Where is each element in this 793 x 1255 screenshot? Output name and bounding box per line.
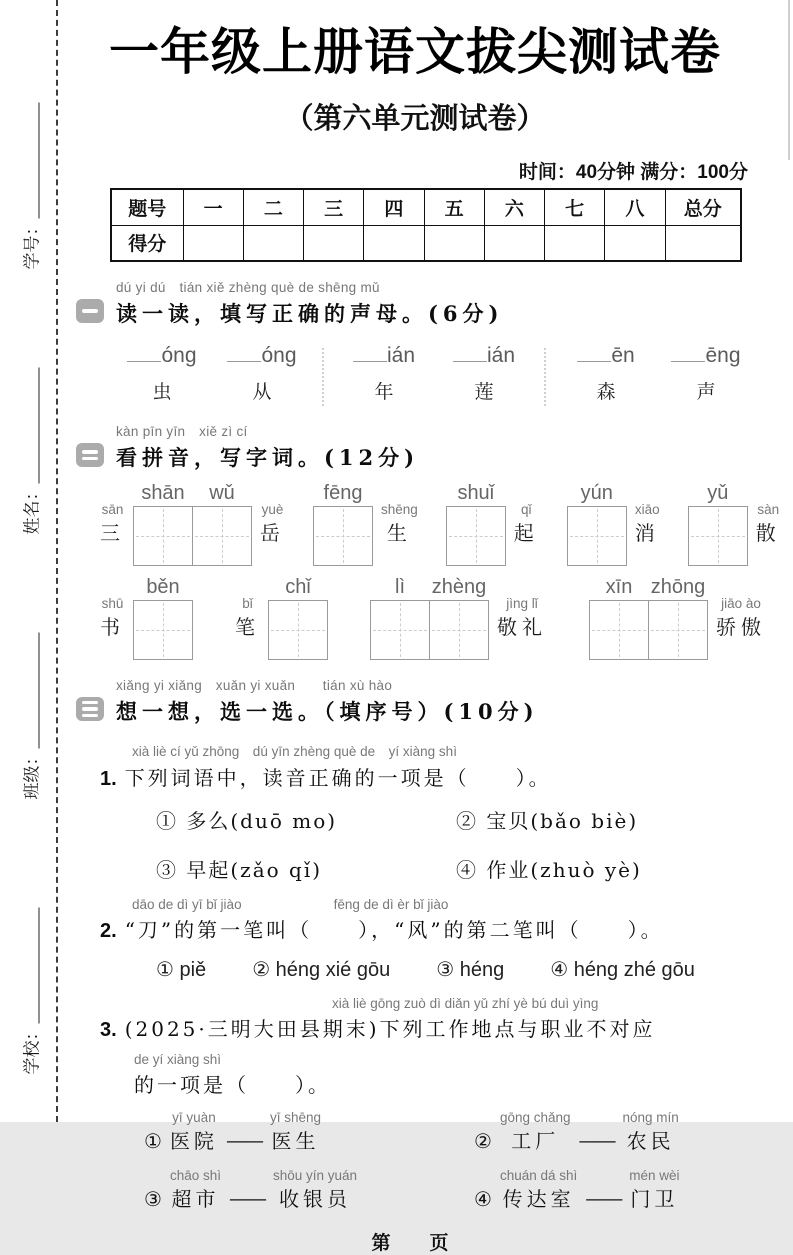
option-1: ① 多么(duō mo) — [156, 809, 338, 833]
pinyin: qǐ — [521, 502, 532, 517]
question-3-options — [144, 1110, 756, 1212]
writing-row-2 — [100, 576, 766, 660]
writing-box — [648, 600, 708, 660]
col-1: 一 — [183, 189, 243, 225]
character: 骄傲 — [716, 615, 766, 639]
writing-box — [688, 506, 748, 566]
writing-box-col — [192, 482, 252, 566]
given-char-right — [260, 502, 285, 546]
word: 超市 — [171, 1187, 220, 1211]
question-1-number: 1. — [100, 768, 117, 790]
paper-content — [74, 12, 781, 1255]
score-cell — [665, 225, 741, 261]
pinyin-part-b: fēng de dì èr bǐ jiào — [333, 897, 449, 912]
pinyin: bǐ — [242, 596, 253, 611]
pinyin-part-a: dāo de dì yī bǐ jiào — [132, 897, 242, 912]
score-cell — [424, 225, 484, 261]
character: 笔 — [235, 615, 260, 639]
col-5: 五 — [424, 189, 484, 225]
writing-box — [133, 600, 193, 660]
option-3: ③ héng — [436, 959, 505, 981]
writing-box-col — [688, 482, 748, 566]
writing-box — [567, 506, 627, 566]
score-table — [110, 188, 742, 262]
character: 岳 — [260, 521, 285, 545]
place-word — [500, 1110, 571, 1154]
option-2: ② héng xié gōu — [252, 959, 391, 981]
section-1-header — [76, 276, 756, 328]
pinyin: shōu yín yuán — [272, 1168, 358, 1183]
section-1-title: 读一读，填写正确的声母。(6分) — [116, 301, 504, 326]
writing-box — [192, 506, 252, 566]
job-word — [273, 1168, 357, 1212]
given-char-right — [497, 596, 547, 640]
writing-box — [429, 600, 489, 660]
initial-blank — [671, 346, 705, 362]
section-one-icon — [76, 299, 104, 323]
question-1-text — [100, 762, 756, 791]
seal-dashed-line — [56, 0, 58, 1122]
col-6: 六 — [484, 189, 544, 225]
score-cell — [304, 225, 364, 261]
option-3 — [144, 1168, 474, 1212]
writing-box-col — [133, 576, 193, 660]
initial-blank — [353, 346, 387, 362]
class-blank — [26, 633, 40, 749]
character: 消 — [634, 521, 660, 545]
initial-fill-item — [334, 344, 434, 404]
writing-box-col — [429, 576, 489, 660]
score-table-header-row — [111, 189, 741, 225]
match-dash: —— — [228, 1186, 265, 1210]
question-2 — [100, 897, 756, 982]
character: 起 — [513, 521, 539, 545]
box-pinyin: wǔ — [209, 482, 235, 504]
initial-fill-item — [656, 344, 756, 404]
writing-box-col — [133, 482, 193, 566]
dotted-separator — [322, 348, 324, 406]
given-character: 年 — [374, 381, 394, 403]
job-word — [623, 1110, 679, 1154]
pinyin: nóng mín — [622, 1110, 679, 1125]
word-group — [370, 576, 547, 660]
pinyin: yī shēng — [269, 1110, 321, 1125]
option-3: ③ 早起(zǎo qǐ) — [156, 858, 323, 882]
match-dash: —— — [578, 1128, 615, 1152]
character: 散 — [755, 521, 781, 545]
writing-box-col — [268, 576, 328, 660]
given-character: 声 — [696, 381, 716, 403]
dotted-separator — [544, 348, 546, 406]
box-pinyin: zhōng — [650, 576, 706, 598]
box-pinyin: lì — [395, 576, 405, 598]
question-1-options — [156, 805, 756, 883]
pinyin: jìng lǐ — [506, 596, 538, 611]
initial-blank — [227, 346, 261, 362]
sidebar-field-name — [18, 339, 43, 535]
word: 工厂 — [511, 1129, 560, 1153]
writing-row-1 — [100, 482, 781, 566]
pinyin: chāo shì — [169, 1168, 221, 1183]
school-label: 学校： — [22, 1023, 43, 1075]
box-pinyin: yǔ — [707, 482, 729, 504]
rime: ēn — [611, 344, 635, 367]
section-2-header-text — [116, 420, 419, 472]
character: 三 — [100, 521, 125, 545]
given-char-right — [514, 502, 539, 546]
word-group — [313, 482, 418, 566]
given-char-right — [716, 596, 766, 640]
option-4: ④ 作业(zhuò yè) — [456, 858, 642, 882]
col-3: 三 — [304, 189, 364, 225]
pinyin: yī yuàn — [172, 1110, 216, 1125]
box-pinyin: běn — [146, 576, 180, 598]
option-number: ④ — [474, 1187, 492, 1211]
place-word — [500, 1168, 577, 1212]
character: 书 — [100, 615, 125, 639]
page-footer: 第 页 — [371, 1232, 459, 1254]
given-char-left — [100, 596, 125, 640]
word-group — [446, 482, 539, 566]
given-character: 虫 — [152, 381, 172, 403]
question-3 — [100, 996, 756, 1212]
given-char-right — [756, 502, 781, 546]
character: 生 — [386, 521, 412, 545]
student-number-label: 学号： — [22, 218, 43, 270]
place-word — [170, 1168, 221, 1212]
class-label: 班级： — [22, 748, 43, 800]
section-1-header-text — [116, 276, 503, 328]
given-char-right — [381, 502, 418, 546]
question-1 — [100, 740, 756, 883]
section-3-header — [76, 674, 756, 726]
given-char-left — [235, 596, 260, 640]
given-character: 森 — [596, 381, 616, 403]
sidebar-field-class — [18, 604, 43, 800]
writing-box-col — [589, 576, 649, 660]
pinyin: shēng — [381, 502, 418, 517]
col-4: 四 — [364, 189, 424, 225]
section-3-pinyin: xiǎng yi xiǎng xuǎn yi xuǎn tián xù hào — [116, 678, 393, 693]
match-dash: —— — [585, 1186, 622, 1210]
question-2-text — [100, 914, 756, 943]
initial-blank — [577, 346, 611, 362]
job-word — [270, 1110, 321, 1154]
section-2-pinyin: kàn pīn yīn xiě zì cí — [116, 424, 248, 439]
question-3-line2-pinyin: de yí xiàng shì — [134, 1052, 222, 1067]
option-2 — [474, 1110, 756, 1154]
section-three-icon — [76, 697, 104, 721]
section-3-title: 想一想，选一选。（填序号）(10分) — [116, 699, 539, 724]
word-group — [100, 576, 193, 660]
name-label: 姓名： — [22, 483, 43, 535]
sidebar-field-school — [18, 879, 43, 1075]
writing-box-col — [370, 576, 430, 660]
given-character: 莲 — [474, 381, 494, 403]
pinyin: gōng chǎng — [499, 1110, 571, 1125]
rime: ián — [386, 344, 416, 367]
sidebar-field-student-number — [18, 74, 43, 270]
word-group — [235, 576, 328, 660]
writing-box — [446, 506, 506, 566]
section-2 — [74, 420, 781, 660]
score-cell — [545, 225, 605, 261]
col-8: 八 — [605, 189, 665, 225]
score-cell — [484, 225, 544, 261]
option-number: ① — [144, 1129, 162, 1153]
page-edge-shadow — [788, 0, 790, 160]
writing-box — [268, 600, 328, 660]
col-total: 总分 — [665, 189, 741, 225]
pinyin: sàn — [757, 502, 780, 517]
option-number: ② — [474, 1129, 492, 1153]
section-2-header — [76, 420, 756, 472]
writing-box — [370, 600, 430, 660]
box-pinyin: yún — [580, 482, 613, 504]
score-cell — [605, 225, 665, 261]
initial-blank — [127, 346, 161, 362]
score-label: 得分 — [111, 225, 183, 261]
initial-fill-item — [434, 344, 534, 404]
time-score-info: 时间：40分钟 满分：100分 — [518, 162, 748, 183]
section-1 — [74, 276, 756, 406]
school-blank — [26, 908, 40, 1024]
writing-box — [589, 600, 649, 660]
question-number-label: 题号 — [111, 189, 183, 225]
word-group — [688, 482, 781, 566]
question-3-number: 3. — [100, 1019, 117, 1041]
box-pinyin: chǐ — [285, 576, 311, 598]
writing-box-col — [567, 482, 627, 566]
option-number: ③ — [144, 1187, 162, 1211]
box-pinyin: shuǐ — [457, 482, 495, 504]
name-blank — [26, 368, 40, 484]
option-1: ① piě — [156, 959, 207, 981]
col-7: 七 — [545, 189, 605, 225]
initial-fill-item — [212, 344, 312, 404]
place-word — [170, 1110, 218, 1154]
question-3-line2: 的一项是（ ）。 — [134, 1073, 331, 1097]
question-3-pinyin: xià liè gōng zuò dì diǎn yǔ zhí yè bú duì yìng — [332, 996, 599, 1011]
job-word — [629, 1168, 679, 1212]
col-2: 二 — [243, 189, 303, 225]
initial-blank — [453, 346, 487, 362]
section-3 — [74, 674, 756, 1212]
box-pinyin: fēng — [323, 482, 363, 504]
word-group — [589, 576, 766, 660]
word: 收银员 — [279, 1187, 352, 1211]
section-two-icon — [76, 443, 104, 467]
box-pinyin: zhèng — [431, 576, 487, 598]
rime: óng — [161, 344, 197, 367]
pinyin: jiāo ào — [721, 596, 761, 611]
given-char-left — [100, 502, 125, 546]
character: 敬礼 — [497, 615, 547, 639]
rime: óng — [261, 344, 297, 367]
pinyin: chuán dá shì — [499, 1168, 578, 1183]
option-4: ④ héng zhé gōu — [550, 959, 695, 981]
pinyin: shū — [101, 596, 124, 611]
rime: ēng — [705, 344, 741, 367]
score-table-score-row — [111, 225, 741, 261]
writing-box-col — [648, 576, 708, 660]
score-cell — [183, 225, 243, 261]
page-title: 一年级上册语文拔尖测试卷 — [109, 23, 721, 81]
question-2-number: 2. — [100, 920, 117, 942]
writing-box — [313, 506, 373, 566]
pinyin: sān — [101, 502, 124, 517]
question-2-options — [156, 957, 756, 982]
writing-box-col — [313, 482, 373, 566]
writing-box — [133, 506, 193, 566]
pinyin: yuè — [261, 502, 284, 517]
given-char-right — [635, 502, 660, 546]
word: 医生 — [271, 1129, 320, 1153]
question-3-text — [100, 1013, 756, 1042]
word: 医院 — [169, 1129, 218, 1153]
page-subtitle: （第六单元测试卷） — [284, 101, 546, 135]
word: 农民 — [626, 1129, 675, 1153]
question-2-pinyin — [132, 897, 756, 912]
box-pinyin: shān — [141, 482, 185, 504]
question-1-pinyin: xià liè cí yǔ zhōng dú yīn zhèng què de yí xiàng shì — [132, 744, 457, 759]
section-1-pinyin: dú yi dú tián xiě zhèng què de shēng mǔ — [116, 280, 380, 295]
option-1 — [144, 1110, 474, 1154]
initial-fill-item — [112, 344, 212, 404]
word-group — [100, 482, 285, 566]
section-2-title: 看拼音，写字词。(12分) — [116, 445, 420, 470]
option-4 — [474, 1168, 756, 1212]
match-dash: —— — [225, 1128, 262, 1152]
rime: ián — [486, 344, 516, 367]
score-cell — [364, 225, 424, 261]
pinyin: xiāo — [634, 502, 660, 517]
initial-fill-item — [556, 344, 656, 404]
question-1-stem: 下列词语中，读音正确的一项是（ ）。 — [124, 766, 552, 790]
word-group — [567, 482, 660, 566]
word: 门卫 — [630, 1187, 679, 1211]
score-cell — [243, 225, 303, 261]
word: 传达室 — [502, 1187, 575, 1211]
writing-box-col — [446, 482, 506, 566]
section-1-items — [112, 344, 756, 406]
question-3-stem: (2025·三明大田县期末)下列工作地点与职业不对应 — [124, 1017, 656, 1041]
section-3-header-text — [116, 674, 539, 726]
box-pinyin: xīn — [605, 576, 633, 598]
pinyin: mén wèi — [629, 1168, 680, 1183]
given-character: 从 — [252, 381, 272, 403]
student-number-blank — [26, 103, 40, 219]
question-2-stem: “刀”的第一笔叫（ ），“风”的第二笔叫（ ）。 — [124, 918, 664, 942]
option-2: ② 宝贝(bǎo biè) — [456, 809, 639, 833]
